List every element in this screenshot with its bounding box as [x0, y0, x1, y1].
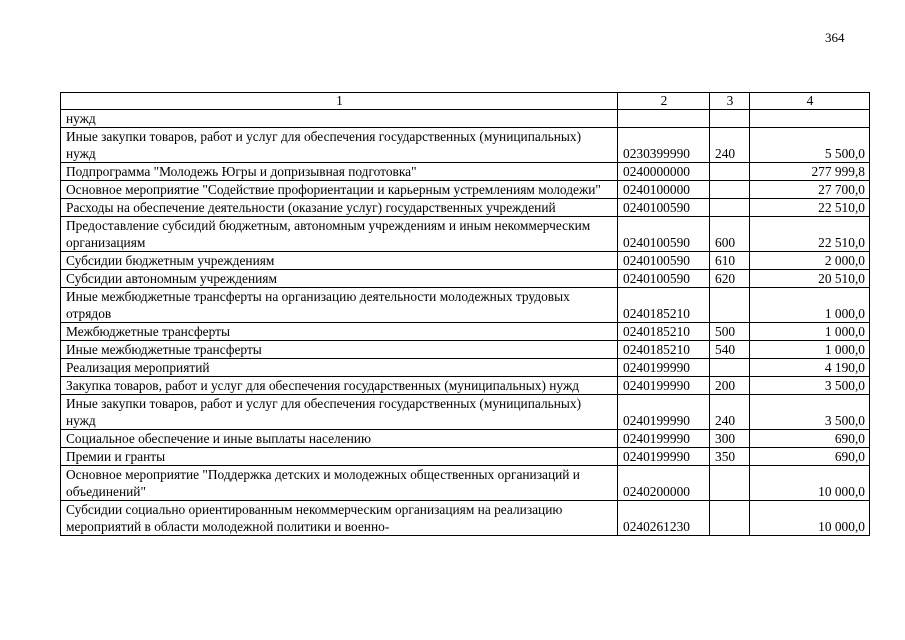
row-amount-cell: 22 510,0 [750, 217, 870, 252]
row-name-cell: Иные межбюджетные трансферты на организацию деятельности молодежных трудовых отрядов [61, 288, 618, 323]
table-row [61, 501, 870, 536]
row-name-cell: Межбюджетные трансферты [61, 323, 618, 341]
table-row [61, 199, 870, 217]
row-code-cell: 0240199990 [618, 395, 710, 430]
row-type-cell: 610 [710, 252, 750, 270]
row-code-cell: 0240100590 [618, 270, 710, 288]
table-header-row [61, 93, 870, 110]
row-type-cell [710, 288, 750, 323]
row-code-cell: 0240100000 [618, 181, 710, 199]
row-name-cell: Расходы на обеспечение деятельности (оказание услуг) государственных учреждений [61, 199, 618, 217]
table-row [61, 252, 870, 270]
row-code-cell: 0240261230 [618, 501, 710, 536]
row-type-cell [710, 466, 750, 501]
row-type-cell [710, 181, 750, 199]
row-name-cell: Иные закупки товаров, работ и услуг для обеспечения государственных (муниципальных) нужд [61, 128, 618, 163]
table-row [61, 430, 870, 448]
table-row [61, 128, 870, 163]
row-code-cell: 0240100590 [618, 199, 710, 217]
row-code-cell: 0240199990 [618, 377, 710, 395]
row-name-cell: нужд [61, 110, 618, 128]
row-type-cell: 620 [710, 270, 750, 288]
row-type-cell [710, 501, 750, 536]
budget-table [60, 92, 870, 536]
table-row [61, 466, 870, 501]
row-name-cell: Основное мероприятие "Поддержка детских и молодежных общественных организаций и объединений" [61, 466, 618, 501]
table-row [61, 181, 870, 199]
row-code-cell: 0240199990 [618, 359, 710, 377]
row-name-cell: Основное мероприятие "Содействие профориентации и карьерным устремлениям молодежи" [61, 181, 618, 199]
table-row [61, 377, 870, 395]
column-header: 2 [618, 93, 710, 110]
row-type-cell [710, 199, 750, 217]
row-code-cell: 0240185210 [618, 341, 710, 359]
row-type-cell [710, 163, 750, 181]
table-row [61, 270, 870, 288]
row-type-cell [710, 359, 750, 377]
row-code-cell: 0240199990 [618, 430, 710, 448]
table-row [61, 448, 870, 466]
row-amount-cell: 10 000,0 [750, 501, 870, 536]
table-row [61, 395, 870, 430]
table-row [61, 323, 870, 341]
row-code-cell: 0240199990 [618, 448, 710, 466]
table-row [61, 163, 870, 181]
row-amount-cell [750, 110, 870, 128]
row-name-cell: Иные закупки товаров, работ и услуг для обеспечения государственных (муниципальных) нужд [61, 395, 618, 430]
row-amount-cell: 2 000,0 [750, 252, 870, 270]
row-amount-cell: 27 700,0 [750, 181, 870, 199]
row-type-cell: 500 [710, 323, 750, 341]
table-row [61, 341, 870, 359]
row-name-cell: Социальное обеспечение и иные выплаты населению [61, 430, 618, 448]
row-amount-cell: 5 500,0 [750, 128, 870, 163]
row-type-cell: 350 [710, 448, 750, 466]
row-amount-cell: 690,0 [750, 430, 870, 448]
page-number: 364 [825, 30, 845, 45]
row-type-cell: 540 [710, 341, 750, 359]
column-header: 3 [710, 93, 750, 110]
row-code-cell: 0240100590 [618, 217, 710, 252]
row-code-cell [618, 110, 710, 128]
row-amount-cell: 22 510,0 [750, 199, 870, 217]
row-code-cell: 0240100590 [618, 252, 710, 270]
row-name-cell: Иные межбюджетные трансферты [61, 341, 618, 359]
row-name-cell: Субсидии бюджетным учреждениям [61, 252, 618, 270]
row-name-cell: Субсидии автономным учреждениям [61, 270, 618, 288]
row-name-cell: Премии и гранты [61, 448, 618, 466]
row-amount-cell: 690,0 [750, 448, 870, 466]
row-name-cell: Закупка товаров, работ и услуг для обеспечения государственных (муниципальных) нужд [61, 377, 618, 395]
row-name-cell: Подпрограмма "Молодежь Югры и допризывная подготовка" [61, 163, 618, 181]
row-amount-cell: 1 000,0 [750, 323, 870, 341]
row-amount-cell: 10 000,0 [750, 466, 870, 501]
row-type-cell: 200 [710, 377, 750, 395]
row-code-cell: 0240000000 [618, 163, 710, 181]
table-row [61, 110, 870, 128]
row-amount-cell: 1 000,0 [750, 341, 870, 359]
row-amount-cell: 1 000,0 [750, 288, 870, 323]
row-type-cell: 240 [710, 395, 750, 430]
row-type-cell: 240 [710, 128, 750, 163]
row-type-cell: 600 [710, 217, 750, 252]
table-row [61, 217, 870, 252]
row-code-cell: 0230399990 [618, 128, 710, 163]
table-row [61, 359, 870, 377]
row-type-cell [710, 110, 750, 128]
row-name-cell: Предоставление субсидий бюджетным, автономным учреждениям и иным некоммерческим организациям [61, 217, 618, 252]
row-code-cell: 0240185210 [618, 323, 710, 341]
row-amount-cell: 3 500,0 [750, 377, 870, 395]
row-amount-cell: 3 500,0 [750, 395, 870, 430]
row-amount-cell: 4 190,0 [750, 359, 870, 377]
column-header: 4 [750, 93, 870, 110]
row-code-cell: 0240185210 [618, 288, 710, 323]
row-type-cell: 300 [710, 430, 750, 448]
row-code-cell: 0240200000 [618, 466, 710, 501]
row-name-cell: Реализация мероприятий [61, 359, 618, 377]
row-amount-cell: 277 999,8 [750, 163, 870, 181]
row-name-cell: Субсидии социально ориентированным некоммерческим организациям на реализацию мероприятий в области молодежной политики и военно- [61, 501, 618, 536]
table-body [61, 110, 870, 536]
row-amount-cell: 20 510,0 [750, 270, 870, 288]
column-header: 1 [61, 93, 618, 110]
table-row [61, 288, 870, 323]
